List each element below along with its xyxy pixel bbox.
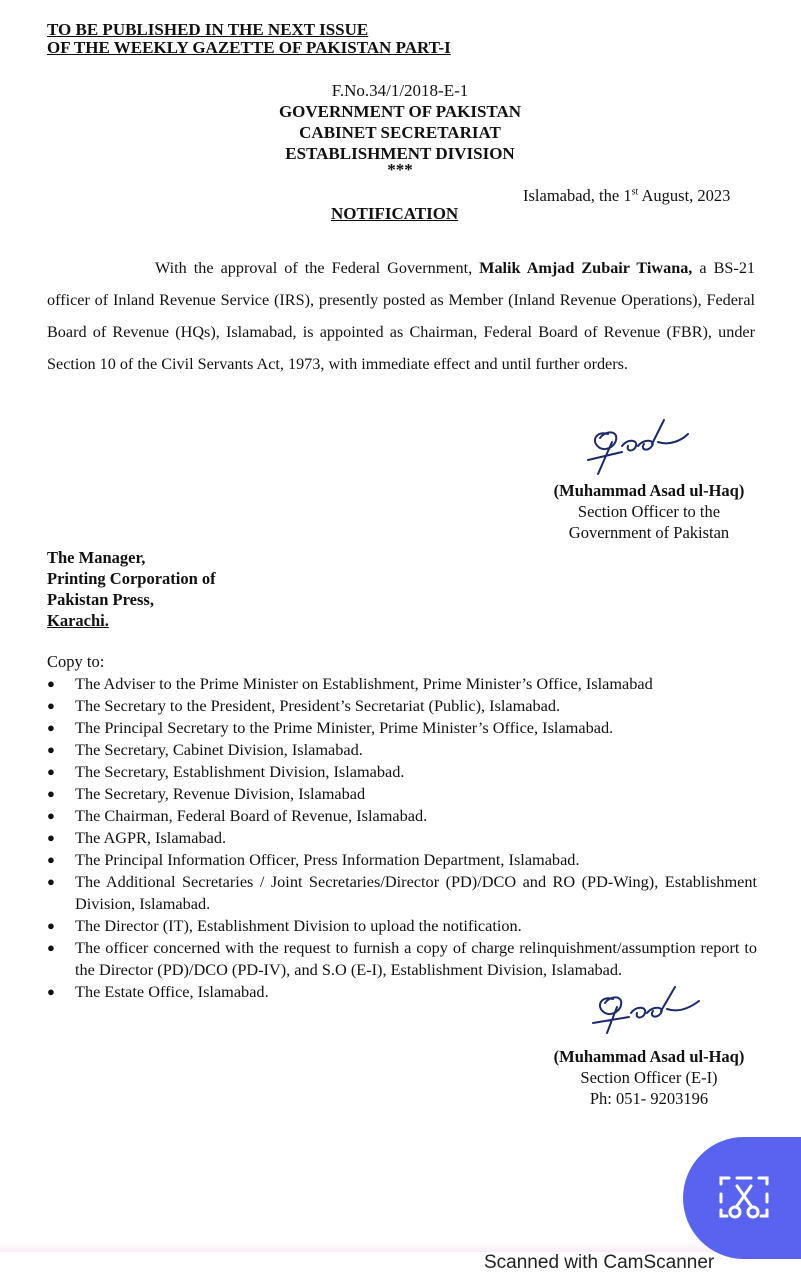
file-number: F.No.34/1/2018-E-1 [331, 81, 469, 100]
gazette-header-line1: TO BE PUBLISHED IN THE NEXT ISSUE [47, 20, 369, 39]
scan-edge-strip [0, 1240, 801, 1252]
signatory-name: (Muhammad Asad ul-Haq) [553, 481, 745, 500]
signature-scribble [585, 983, 705, 1045]
government-title: GOVERNMENT OF PAKISTAN [278, 102, 522, 121]
notification-body: With the approval of the Federal Government, Malik Amjad Zubair Tiwana, a BS-21 officer of Inland Revenue Service (IRS), presently posted as Member (Inland Revenue Operations), Federal Board of Revenue (HQs), Islamabad, is appointed as Chairman, Federal Board of Revenue (FBR), under Section 10 of the Civil Servants Act, 1973, with immediate effect and until further orders. [47, 259, 756, 373]
gazette-header-line2: OF THE WEEKLY GAZETTE OF PAKISTAN PART-I [47, 38, 451, 57]
list-item: ● The Chairman, Federal Board of Revenue, Islamabad. [47, 806, 428, 825]
list-item: ● The Secretary to the President, President’s Secretariat (Public), Islamabad. [47, 696, 561, 715]
list-item: ● The Secretary, Establishment Division, Islamabad. [47, 762, 405, 781]
signature-scribble [578, 412, 698, 484]
secretariat-title: CABINET SECRETARIAT [299, 123, 501, 142]
notification-title: NOTIFICATION [331, 204, 459, 223]
signatory-title-line2: Government of Pakistan [568, 523, 730, 542]
signatory-name: (Muhammad Asad ul-Haq) [553, 1047, 745, 1066]
list-item: ● The Additional Secretaries / Joint Secretaries/Director (PD)/DCO and RO (PD-Wing), Establishment Division, Islamabad. [47, 872, 757, 913]
camscanner-watermark: Scanned with CamScanner [484, 1252, 715, 1273]
division-title: ESTABLISHMENT DIVISION [285, 144, 515, 163]
signatory-title: Section Officer (E-I) [580, 1068, 718, 1087]
signatory-phone: Ph: 051- 9203196 [589, 1089, 709, 1108]
list-item: ● The Director (IT), Establishment Division to upload the notification. [47, 916, 522, 935]
list-item: ● The AGPR, Islamabad. [47, 828, 227, 847]
addressee-block: The Manager, Printing Corporation of Pakistan Press, Karachi. [47, 548, 216, 630]
signature-block-1 [524, 480, 774, 543]
list-item: ● The officer concerned with the request to furnish a copy of charge relinquishment/assumption report to the Director (PD)/DCO (PD-IV), and S.O (E-I), Establishment Division, Islamabad. [47, 938, 757, 979]
list-item: ● The Secretary, Cabinet Division, Islamabad. [47, 740, 363, 759]
list-item: ● The Adviser to the Prime Minister on Establishment, Prime Minister’s Office, Islamabad [47, 674, 653, 693]
list-item: ● The Principal Secretary to the Prime Minister, Prime Minister’s Office, Islamabad. [47, 718, 614, 737]
signature-block-2 [524, 1046, 774, 1109]
signatory-title-line1: Section Officer to the [577, 502, 721, 521]
scissors-crop-icon [717, 1172, 771, 1224]
issue-date: Islamabad, the 1st August, 2023 [523, 186, 731, 205]
copy-to-list [47, 673, 757, 1003]
camscanner-badge[interactable] [683, 1137, 801, 1259]
copy-to-label: Copy to: [47, 652, 105, 671]
officer-name: Malik Amjad Zubair Tiwana, [479, 259, 693, 277]
list-item: ● The Estate Office, Islamabad. [47, 982, 269, 1001]
list-item: ● The Secretary, Revenue Division, Islamabad [47, 784, 366, 803]
separator-stars: *** [387, 160, 413, 179]
list-item: ● The Principal Information Officer, Press Information Department, Islamabad. [47, 850, 580, 869]
office-block [200, 80, 600, 179]
